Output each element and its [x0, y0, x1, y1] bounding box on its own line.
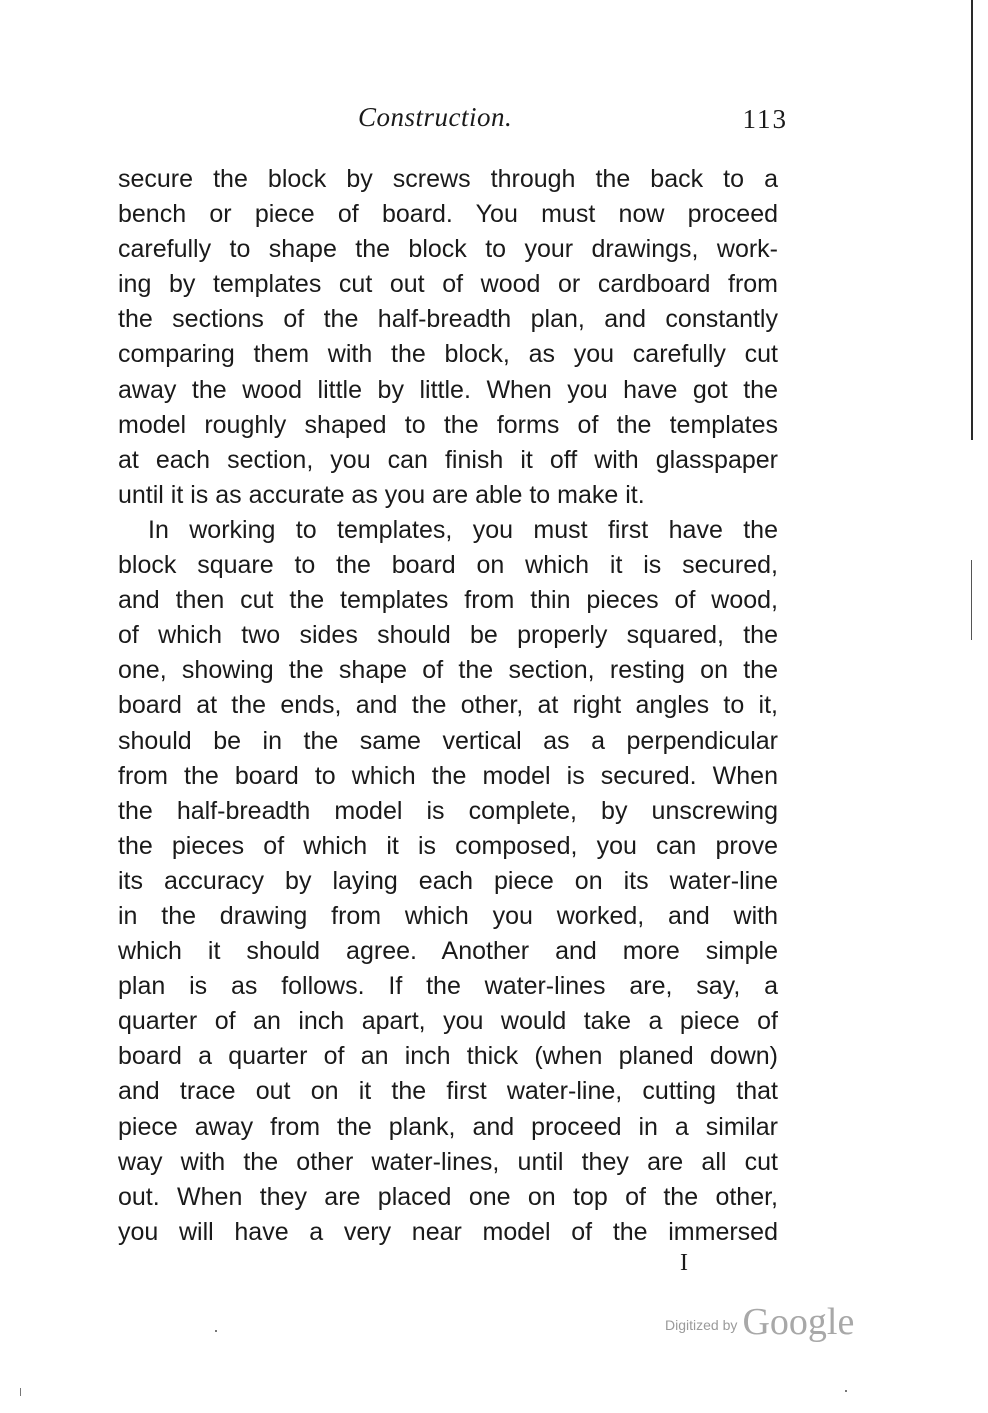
text-line: at each section, you can finish it off with glasspaper — [118, 445, 778, 474]
text-line: should be in the same vertical as a perpendicular — [118, 726, 778, 755]
text-line: of which two sides should be properly squared, the — [118, 621, 778, 650]
text-line: bench or piece of board. You must now proceed — [118, 200, 778, 229]
text-line: the sections of the half-breadth plan, and constantly — [118, 305, 778, 334]
text-line: which it should agree. Another and more simple — [118, 937, 778, 966]
speck — [215, 1330, 217, 1332]
page-number: 113 — [742, 104, 788, 134]
running-head: Construction. — [358, 102, 513, 132]
text-line: comparing them with the block, as you carefully cut — [118, 340, 778, 369]
text-line: the half-breadth model is complete, by unscrewing — [118, 796, 778, 825]
text-line: model roughly shaped to the forms of the templates — [118, 410, 778, 439]
speck — [20, 1388, 21, 1396]
text-line: carefully to shape the block to your drawings, work- — [118, 235, 778, 264]
text-line: in the drawing from which you worked, and with — [118, 901, 778, 930]
speck — [845, 1390, 847, 1392]
text-line: board a quarter of an inch thick (when planed down) — [118, 1042, 778, 1071]
text-line: block square to the board on which it is secured, — [118, 551, 778, 580]
page-edge-line-lower — [971, 560, 972, 640]
text-line: quarter of an inch apart, you would take a piece of — [118, 1007, 778, 1036]
text-line: one, showing the shape of the section, resting on the — [118, 656, 778, 685]
text-line: and then cut the templates from thin pieces of wood, — [118, 586, 778, 615]
google-logo: Google — [742, 1301, 855, 1343]
text-line: from the board to which the model is secured. When — [118, 761, 778, 790]
text-line: its accuracy by laying each piece on its water-line — [118, 866, 778, 895]
signature-mark: I — [680, 1250, 688, 1276]
text-line: the pieces of which it is composed, you can prove — [118, 831, 778, 860]
text-line: ing by templates cut out of wood or cardboard from — [118, 270, 778, 299]
text-line: and trace out on it the first water-line, cutting that — [118, 1077, 778, 1106]
text-line: out. When they are placed one on top of the other, — [118, 1182, 778, 1211]
text-line: away the wood little by little. When you have got the — [118, 375, 778, 404]
digitized-watermark — [665, 1300, 854, 1344]
text-line: board at the ends, and the other, at right angles to it, — [118, 691, 778, 720]
page-edge-line — [971, 0, 973, 440]
page-header — [118, 102, 788, 142]
text-line: In working to templates, you must first have the — [148, 515, 778, 544]
watermark-prefix: Digitized by — [665, 1317, 738, 1333]
text-line: way with the other water-lines, until they are all cut — [118, 1147, 778, 1176]
text-line: plan is as follows. If the water-lines are, say, a — [118, 972, 778, 1001]
text-line: piece away from the plank, and proceed in a similar — [118, 1112, 778, 1141]
text-line: secure the block by screws through the back to a — [118, 165, 778, 193]
text-line: you will have a very near model of the immersed — [118, 1217, 778, 1246]
body-text — [118, 162, 778, 1250]
text-line: until it is as accurate as you are able to make it. — [118, 480, 645, 509]
